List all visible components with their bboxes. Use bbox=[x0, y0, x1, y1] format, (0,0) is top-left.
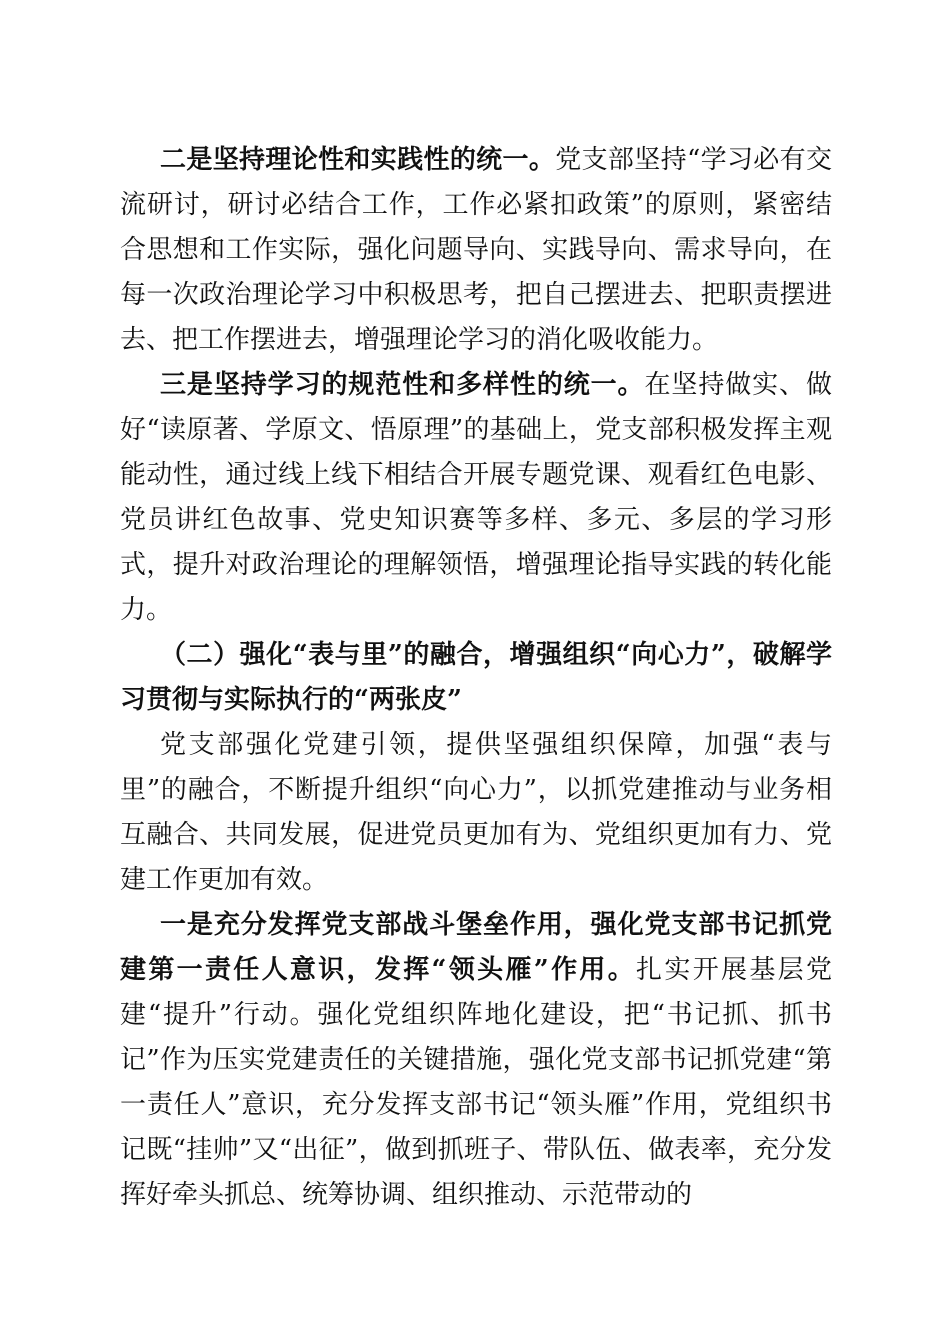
paragraph-lead: 三是坚持学习的规范性和多样性的统一。 bbox=[160, 370, 645, 400]
paragraph-body: 在坚持做实、做好“读原著、学原文、悟原理”的基础上，党支部积极发挥主观能动性，通过线上线下相结合开展专题党课、观看红色电影、党员讲红色故事、党史知识赛等多样、多元、多层的学习形式，提升对政治理论的理解领悟，增强理论指导实践的转化能力。 bbox=[120, 370, 832, 625]
document-page bbox=[120, 138, 832, 1218]
paragraph-standard-diverse bbox=[120, 363, 832, 633]
paragraph-body: 党支部坚持“学习必有交流研讨，研讨必结合工作，工作必紧扣政策”的原则，紧密结合思想和工作实际，强化问题导向、实践导向、需求导向，在每一次政治理论学习中积极思考，把自己摆进去、把职责摆进去、把工作摆进去，增强理论学习的消化吸收能力。 bbox=[120, 145, 832, 355]
paragraph-theory-practice bbox=[120, 138, 832, 363]
paragraph-body: 党支部强化党建引领，提供坚强组织保障，加强“表与里”的融合，不断提升组织“向心力”，以抓党建推动与业务相互融合、共同发展，促进党员更加有为、党组织更加有力、党建工作更加有效。 bbox=[120, 730, 832, 895]
paragraph-fortress-role bbox=[120, 903, 832, 1218]
paragraph-lead: 一是充分发挥党支部战斗堡垒作用，强化党支部书记抓党建第一责任人意识，发挥“领头雁”作用。 bbox=[120, 910, 832, 985]
paragraph-body: 扎实开展基层党建“提升”行动。强化党组织阵地化建设，把“书记抓、抓书记”作为压实党建责任的关键措施，强化党支部书记抓党建“第一责任人”意识，充分发挥支部书记“领头雁”作用，党组织书记既“挂帅”又“出征”，做到抓班子、带队伍、做表率，充分发挥好牵头抓总、统筹协调、组织推动、示范带动的 bbox=[120, 955, 832, 1210]
paragraph-lead: 二是坚持理论性和实践性的统一。 bbox=[160, 145, 556, 175]
section-heading: （二）强化“表与里”的融合，增强组织“向心力”，破解学习贯彻与实际执行的“两张皮” bbox=[120, 640, 832, 715]
paragraph-party-building bbox=[120, 723, 832, 903]
